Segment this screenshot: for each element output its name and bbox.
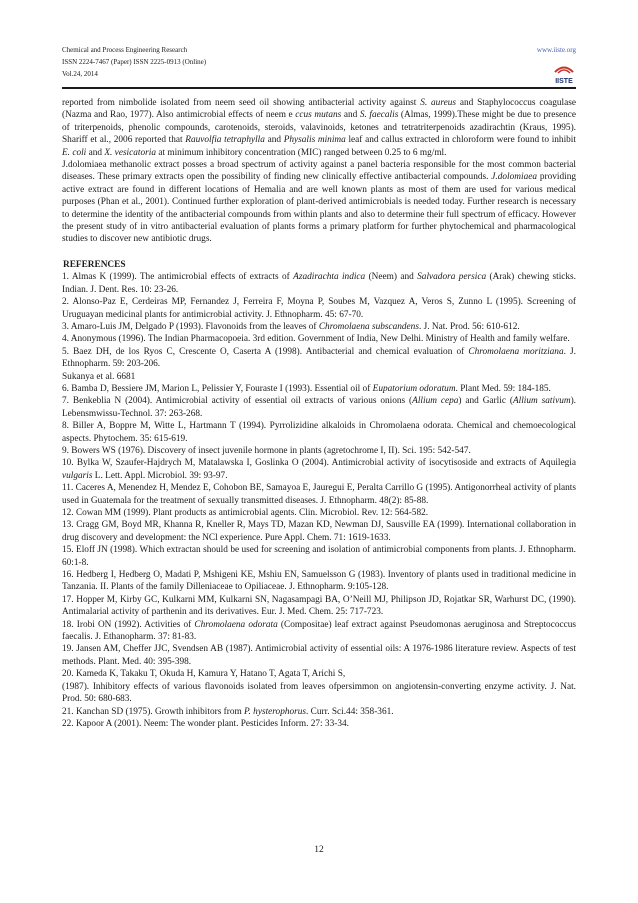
journal-url-link[interactable]: www.iiste.org [536, 46, 576, 54]
reference-item: 4. Anonymous (1996). The Indian Pharmacopoeia. 3rd edition. Government of India, New Delhi. Ministry of Health and family welfare. [62, 334, 570, 345]
body-paragraph-2: J.dolomiaea methanolic extract posses a broad spectrum of activity against a panel bacteria responsible for the most common bacterial diseases. These primary extracts open the possibility of finding new clinically effective antibacterial compounds. J.dolomiaea providing active extract are found in different locations of Hemalia and are well known plants as most of them are used for various medical purposes (Phan et al., 2001). Continued further exploration of plant-derived antimicrobials is needed today. Further research is necessary to determine the identity of the antibacterial compounds from within plants and also to determine their full spectrum of efficacy. However the present study of in vitro antibacterial evaluation of plants forms a primary platform for further phytochemical and pharmacological studies to discover new antibiotic drugs. [62, 160, 576, 245]
reference-item: 9. Bowers WS (1976). Discovery of insect juvenile hormone in plants (agretochrome I, II). Sci. 195: 542-547. [62, 445, 471, 456]
volume-line: Vol.24, 2014 [62, 70, 98, 78]
reference-item: 13. Cragg GM, Boyd MR, Khanna R, Kneller R, Mays TD, Mazan KD, Newman DJ, Sausville EA (1999). International collaboration in drug discovery and development: the NCl experience. Pure Appl. Chem. 71: 1619-1633. [62, 520, 576, 543]
reference-item: 8. Biller A, Boppre M, Witte L, Hartmann T (1994). Pyrrolizidine alkaloids in Chromolaena odorata. Chemical and chemoecological aspects. Phytochem. 35: 615-619. [62, 421, 576, 444]
reference-item: (1987). Inhibitory effects of various flavonoids isolated from leaves ofpersimmon on angiotensin-converting enzyme activity. J. Nat. Prod. 50: 680-683. [62, 681, 576, 705]
svg-text:IISTE: IISTE [555, 78, 573, 85]
reference-item: 11. Caceres A, Menendez H, Mendez E, Cohobon BE, Samayoa E, Jauregui E, Peralta Carrillo G (1995). Antigonorrheal activity of plants used in Guatemala for the treatment of sexually transmitted diseases. J. Ethnopharm. 48(2): 85-88. [62, 483, 576, 506]
article-body [62, 97, 576, 730]
issn-line: ISSN 2224-7467 (Paper) ISSN 2225-0913 (Online) [62, 58, 207, 66]
reference-item: 16. Hedberg I, Hedberg O, Madati P, Mshigeni KE, Mshiu EN, Samuelsson G (1983). Inventory of plants used in traditional medicine in Tanzania. II. Plants of the family Dilleniaceae to Opiliaceae. J. Ethnopharm. 9:105-128. [62, 570, 576, 593]
reference-item: 2. Alonso-Paz E, Cerdeiras MP, Fernandez J, Ferreira F, Moyna P, Soubes M, Vazquez A, Veros S, Zunno L (1995). Screening of Uruguayan medicinal plants for antimicrobial activity. J. Ethnopharm. 45: 67-70. [62, 297, 576, 320]
reference-item: 19. Jansen AM, Cheffer JJC, Svendsen AB (1987). Antimicrobial activity of essential oils: A 1976-1986 literature review. Aspects of test methods. Plant. Med. 40: 395-398. [62, 644, 576, 667]
page-header [62, 44, 576, 80]
journal-name: Chemical and Process Engineering Research [62, 46, 188, 54]
reference-item: 21. Kanchan SD (1975). Growth inhibitors from P. hysterophorus. Curr. Sci.44: 358-361. [62, 706, 394, 717]
reference-item: 3. Amaro-Luis JM, Delgado P (1993). Flavonoids from the leaves of Chromolaena subscandens. J. Nat. Prod. 56: 610-612. [62, 321, 520, 332]
reference-item: 5. Baez DH, de los Ryos C, Crescente O, Caserta A (1998). Antibacterial and chemical evaluation of Chromolaena moritziana. J. Ethnopharm. 59: 203-206. [62, 346, 576, 370]
reference-item: 10. Bylka W, Szaufer-Hajdrych M, Matalawska I, Goslinka O (2004). Antimicrobial activity of isocytisoside and extracts of Aquilegia vulgaris L. Lett. Appl. Microbiol. 39: 93-97. [62, 458, 576, 481]
reference-item: 17. Hopper M, Kirby GC, Kulkarni MM, Kulkarni SN, Nagasampagi BA, O’Neill MJ, Philipson JD, Rojatkar SR, Warhurst DC, (1990). Antimalarial activity of parthenin and its derivatives. Eur. J. Med. Chem. 25: 717-723. [62, 594, 576, 618]
references-heading: REFERENCES [63, 259, 126, 270]
header-rule [62, 87, 576, 89]
reference-item: Sukanya et al. 6681 [62, 371, 136, 382]
reference-item: 1. Almas K (1999). The antimicrobial effects of extracts of Azadirachta indica (Neem) and Salvadora persica (Arak) chewing sticks. Indian. J. Dent. Res. 10: 23-26. [62, 272, 576, 295]
reference-item: 12. Cowan MM (1999). Plant products as antimicrobial agents. Clin. Microbiol. Rev. 12: 564-582. [62, 508, 429, 518]
reference-item: 7. Benkeblia N (2004). Antimicrobial activity of essential oil extracts of various onions (Allium cepa) and Garlic (Allium sativum). Lebensmwissu-Technol. 37: 263-268. [62, 396, 576, 419]
reference-item: 6. Bamba D, Bessiere JM, Marion L, Pelissier Y, Fouraste I (1993). Essential oil of Eupatorium odoratum. Plant Med. 59: 184-185. [62, 383, 551, 394]
reference-item: 18. Irobi ON (1992). Activities of Chromolaena odorata (Compositae) leaf extract against Pseudomonas aeruginosa and Streptococcus faecalis. J. Ethanopharm. 37: 81-83. [62, 619, 577, 643]
iiste-logo-icon [552, 64, 576, 86]
body-paragraph-1: reported from nimbolide isolated from neem seed oil showing antibacterial activity against S. aureus and Staphylococcus coagulase (Nazma and Rao, 1977). Also antimicrobial effects of neem e ccus mutans and S. faecalis (Almas, 1999).These might be due to presence of triterpenoids, phenolic compounds, carotenoids, steroids, valavinoids, ketones and tetratriterpenoids azadirachtin (Kraus, 1995). Shariff et al., 2006 reported that Rauvolfia tetraphylla and Physalis minima leaf and callus extracted in chloroform were found to inhibit E. coli and X. vesicatoria at minimum inhibitory concentration (MIC) ranged between 0.25 to 6 mg/ml. [62, 98, 576, 158]
reference-item: 15. Eloff JN (1998). Which extractan should be used for screening and isolation of antimicrobial components from plants. J. Ethnopharm. 60:1-8. [62, 545, 576, 568]
page-number: 12 [314, 845, 324, 855]
reference-item: 22. Kapoor A (2001). Neem: The wonder plant. Pesticides Inform. 27: 33-34. [62, 718, 349, 729]
references-list [62, 271, 576, 730]
reference-item: 20. Kameda K, Takaku T, Okuda H, Kamura Y, Hatano T, Agata T, Arichi S, [62, 669, 346, 680]
